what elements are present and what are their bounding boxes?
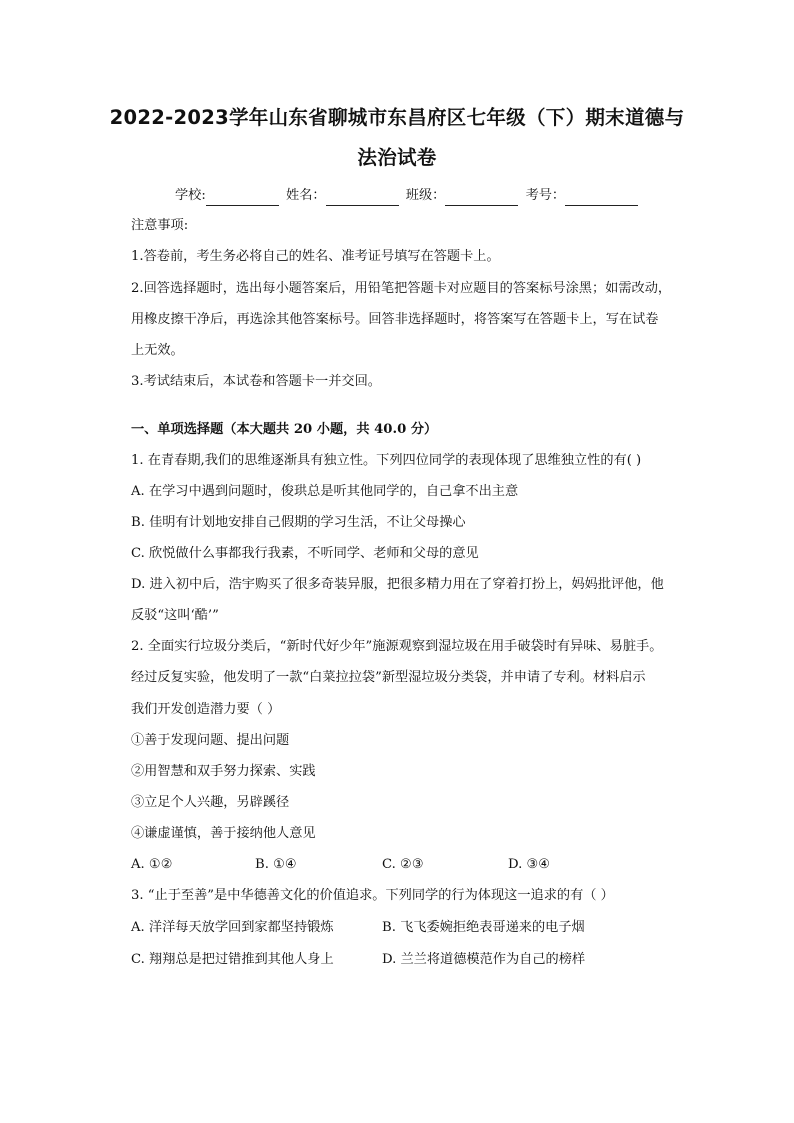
q3-option-a: A. 洋洋每天放学回到家都坚持锻炼 (131, 920, 334, 935)
q1-option-d-line1: D. 进入初中后，浩宇购买了很多奇装异服，把很多精力用在了穿着打扮上，妈妈批评他，他 (131, 577, 664, 592)
q2-item-2: ②用智慧和双手努力探索、实践 (131, 764, 316, 779)
q1-option-b: B. 佳明有计划地安排自己假期的学习生活，不让父母操心 (131, 515, 466, 530)
q2-stem-line1: 2. 全面实行垃圾分类后，“新时代好少年”施源观察到湿垃圾在用手破袋时有异味、易脏手。 (131, 639, 663, 654)
note-2-line2: 用橡皮擦干净后，再选涂其他答案标号。回答非选择题时，将答案写在答题卡上，写在试卷 (131, 312, 659, 327)
class-label: 班级： (405, 188, 446, 203)
notes-heading: 注意事项: (131, 218, 189, 233)
q2-option-c: C. ②③ (382, 857, 424, 872)
q3-option-d: D. 兰兰将道德模范作为自己的榜样 (382, 952, 586, 967)
school-label: 学校: (175, 188, 206, 203)
exam-no-blank (565, 191, 638, 206)
student-info-line (175, 186, 641, 206)
note-2-line1: 2.回答选择题时，选出每小题答案后，用铅笔把答题卡对应题目的答案标号涂黑；如需改动， (131, 281, 672, 296)
q2-option-d: D. ③④ (508, 857, 551, 872)
note-3: 3.考试结束后，本试卷和答题卡一并交回。 (131, 374, 381, 389)
q2-stem-line3: 我们开发创造潜力要（ ） (131, 702, 281, 717)
exam-no-label: 考号： (525, 188, 566, 203)
exam-title-line2: 法治试卷 (357, 146, 437, 169)
note-2-line3: 上无效。 (131, 343, 184, 358)
q3-option-c: C. 翔翔总是把过错推到其他人身上 (131, 952, 334, 967)
name-label: 姓名： (286, 188, 326, 203)
q2-item-1: ①善于发现问题、提出问题 (131, 733, 290, 748)
q3-option-b: B. 飞飞委婉拒绝表哥递来的电子烟 (382, 920, 585, 935)
q2-stem-line2: 经过反复实验，他发明了一款“白菜拉拉袋”新型湿垃圾分类袋，并申请了专利。材料启示 (131, 670, 646, 685)
q1-option-c: C. 欣悦做什么事都我行我素，不听同学、老师和父母的意见 (131, 546, 479, 561)
q2-item-4: ④谦虚谨慎，善于接纳他人意见 (131, 826, 316, 841)
school-blank (206, 191, 279, 206)
q2-item-3: ③立足个人兴趣，另辟蹊径 (131, 795, 290, 810)
q3-stem: 3. “止于至善”是中华德善文化的价值追求。下列同学的行为体现这一追求的有（ ） (131, 888, 614, 903)
q1-stem: 1. 在青春期,我们的思维逐渐具有独立性。下列四位同学的表现体现了思维独立性的有( ) (131, 453, 642, 468)
note-1: 1.答卷前，考生务必将自己的姓名、准考证号填写在答题卡上。 (131, 249, 500, 264)
section-heading: 一、单项选择题（本大题共 20 小题，共 40.0 分） (131, 422, 438, 437)
class-blank (445, 191, 518, 206)
name-blank (326, 191, 399, 206)
q1-option-a: A. 在学习中遇到问题时，俊珙总是听其他同学的，自己拿不出主意 (131, 484, 519, 499)
q1-option-d-line2: 反驳“这叫‘酷’” (131, 608, 219, 623)
q2-option-b: B. ①④ (255, 857, 297, 872)
q2-option-a: A. ①② (131, 857, 173, 872)
exam-title-line1: 2022-2023学年山东省聊城市东昌府区七年级（下）期末道德与 (109, 106, 685, 129)
